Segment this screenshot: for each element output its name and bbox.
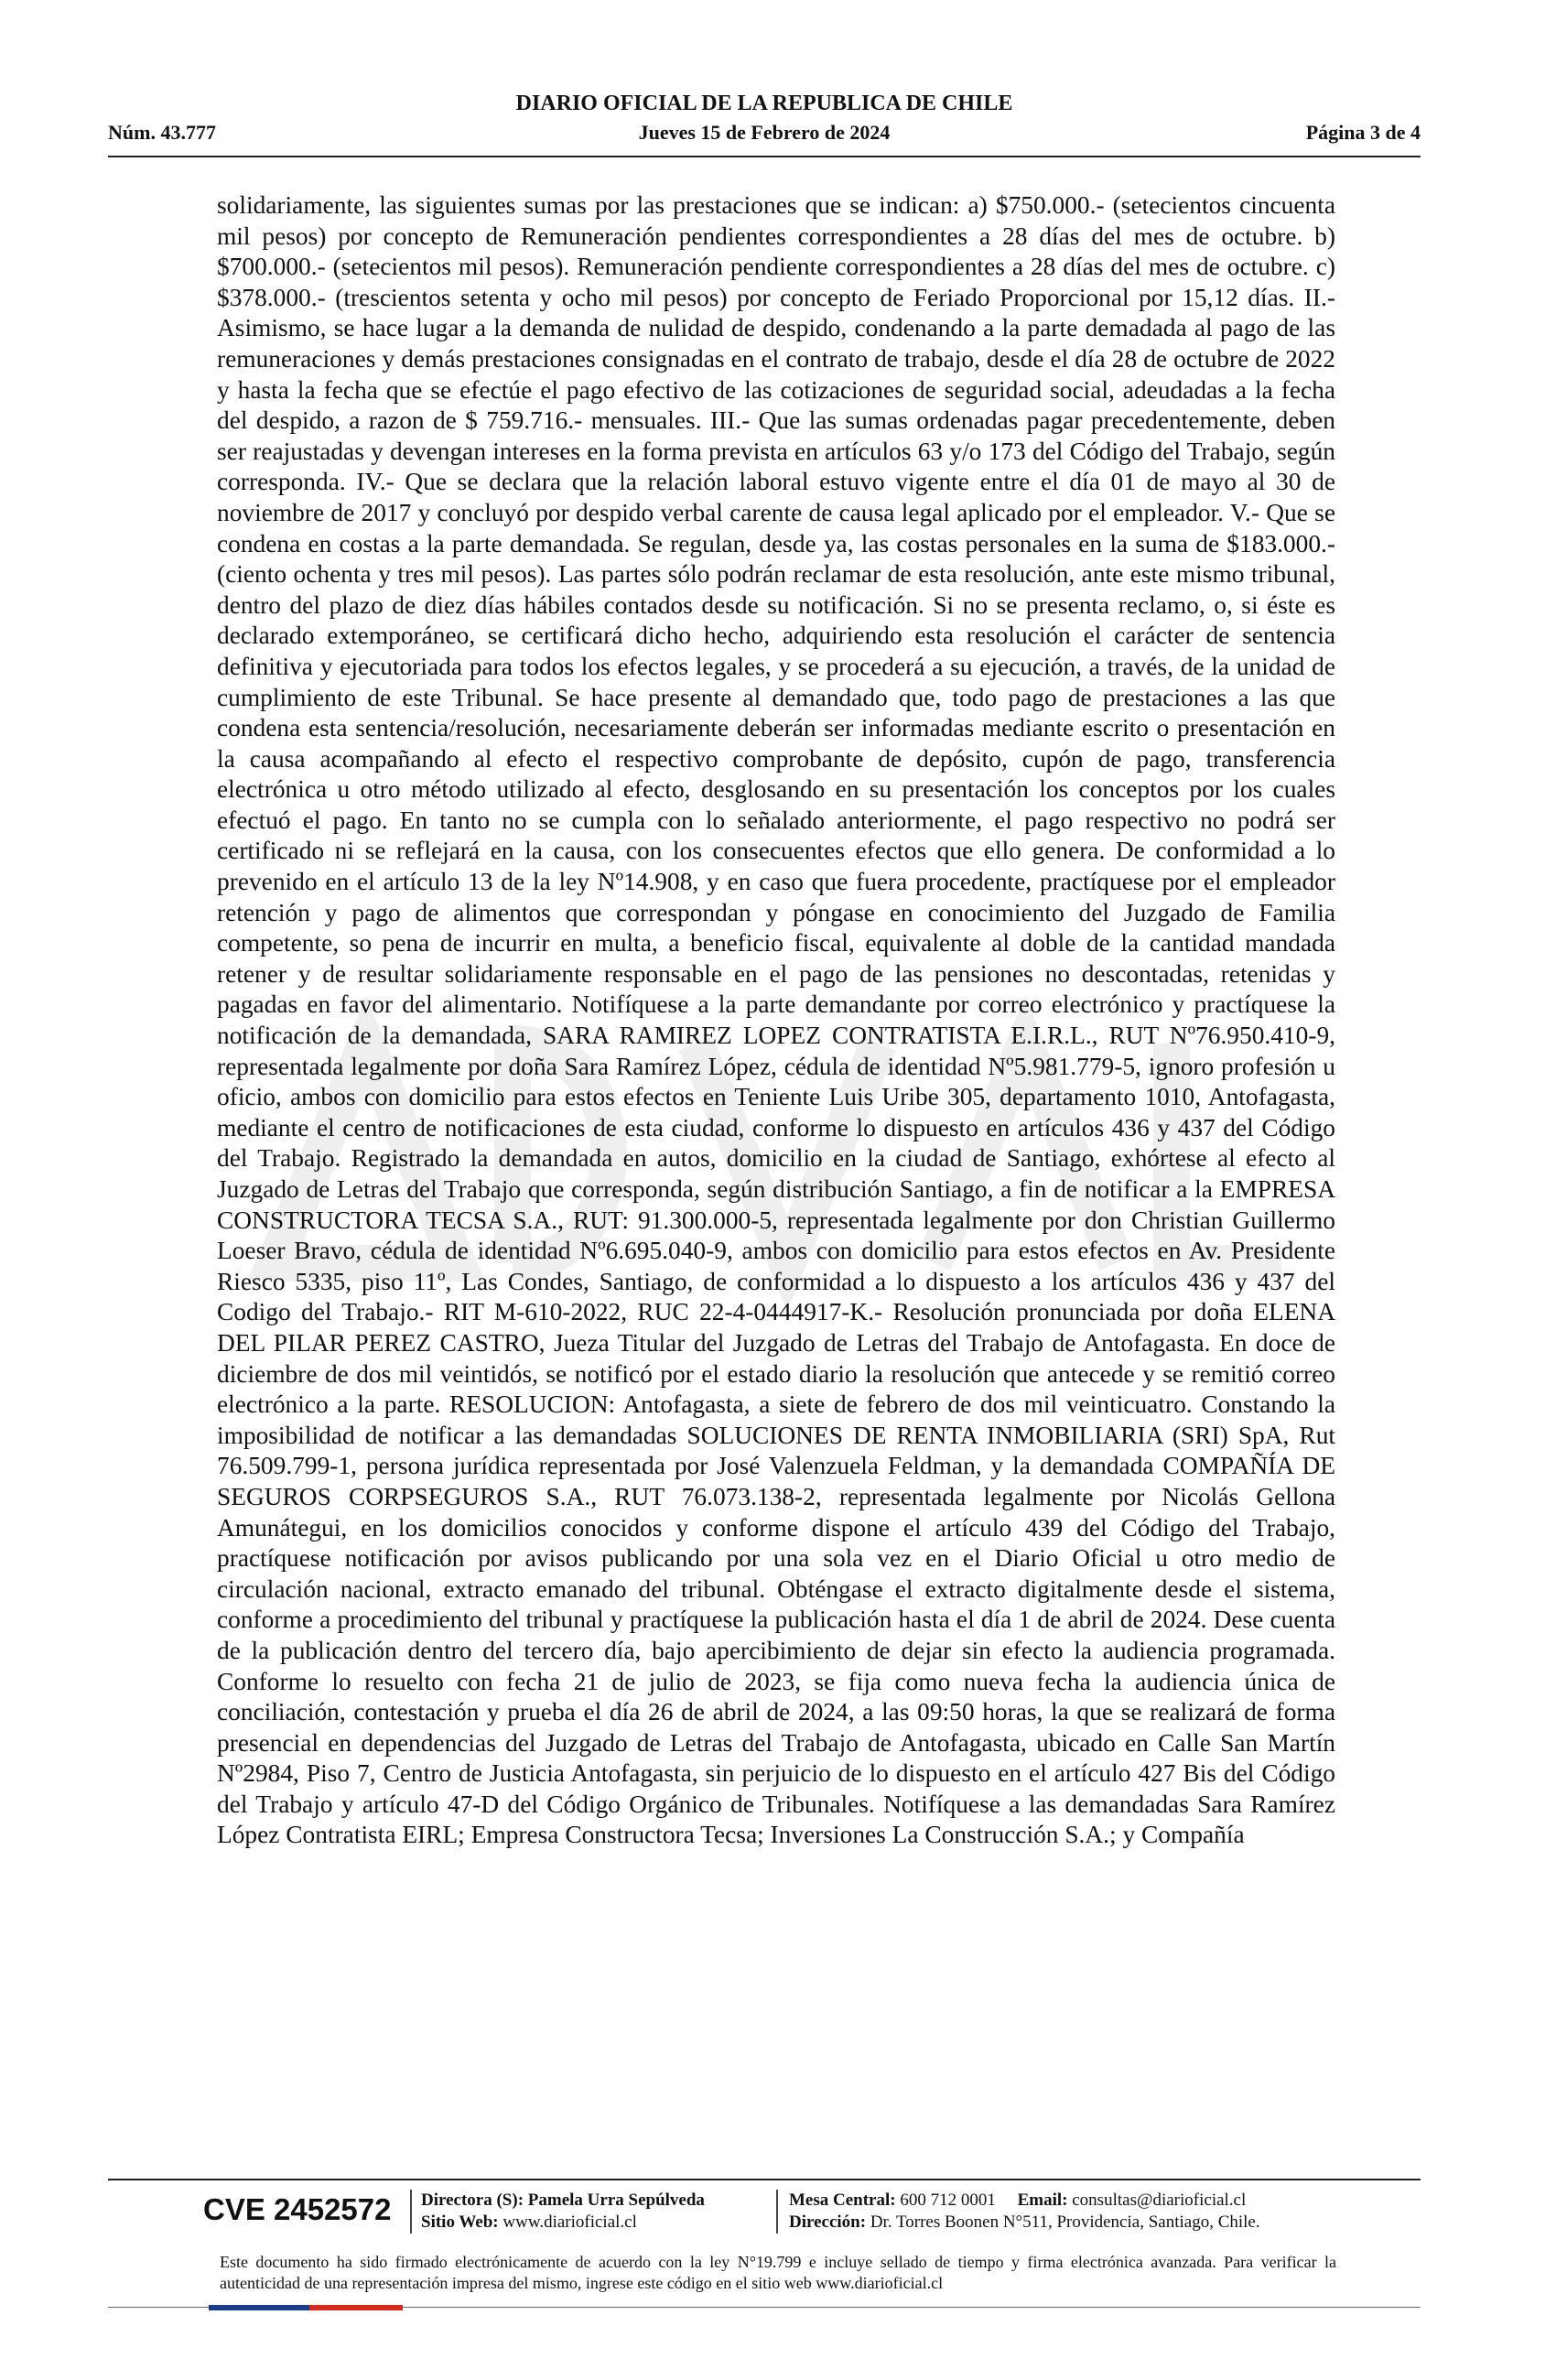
mesa-label: Mesa Central: bbox=[789, 2191, 896, 2210]
director-label: Directora (S): bbox=[421, 2191, 524, 2210]
email-label: Email: bbox=[1017, 2191, 1068, 2210]
director-name: Pamela Urra Sepúlveda bbox=[527, 2191, 705, 2210]
flag-stripe-blue bbox=[209, 2305, 309, 2310]
issue-date: Jueves 15 de Febrero de 2024 bbox=[638, 121, 891, 144]
header-divider bbox=[108, 156, 1421, 157]
document-body: solidariamente, las siguientes sumas por las prestaciones que se indican: a) $750.000.- (setecientos cincuenta mil pesos) por concepto de Remuneración pendientes correspondientes a 28 días del mes de octubre. b) $700.000.- (setecientos mil pesos). Remuneración pendiente correspondientes a 28 días del mes de octubre. c) $378.000.- (trescientos setenta y ocho mil pesos) por concepto de Feriado Proporcional por 15,12 días. II.- Asimismo, se hace lugar a la demanda de nulidad de despido, condenando a la parte demadada al pago de las remuneraciones y demás prestaciones consignadas en el contrato de trabajo, desde el día 28 de octubre de 2022 y hasta la fecha que se efectúe el pago efectivo de las cotizaciones de seguridad social, adeudadas a la fecha del despido, a razon de $ 759.716.- mensuales. III.- Que las sumas ordenadas pagar precedentemente, deben ser reajustadas y devengan intereses en la forma prevista en artículos 63 y/o 173 del Código del Trabajo, según corresponda. IV.- Que se declara que la relación laboral estuvo vigente entre el día 01 de mayo al 30 de noviembre de 2017 y concluyó por despido verbal carente de causa legal aplicado por el empleador. V.- Que se condena en costas a la parte demandada. Se regulan, desde ya, las costas personales en la suma de $183.000.- (ciento ochenta y tres mil pesos). Las partes sólo podrán reclamar de esta resolución, ante este mismo tribunal, dentro del plazo de diez días hábiles contados desde su notificación. Si no se presenta reclamo, o, si éste es declarado extemporáneo, se certificará dicho hecho, adquiriendo esta resolución el carácter de sentencia definitiva y ejecutoriada para todos los efectos legales, y se procederá a su ejecución, a través, de la unidad de cumplimiento de este Tribunal. Se hace presente al demandado que, todo pago de prestaciones a las que condena esta sentencia/resolución, necesariamente deberán ser informadas mediante escrito o presentación en la causa acompañando al efecto el respectivo comprobante de depósito, cupón de pago, transferencia electrónica u otro método utilizado al efecto, desglosando en su presentación los conceptos por los cuales efectuó el pago. En tanto no se cumpla con lo señalado anteriormente, el pago respectivo no podrá ser certificado ni se reflejará en la causa, con los consecuentes efectos que ello genera. De conformidad a lo prevenido en el artículo 13 de la ley Nº14.908, y en caso que fuera procedente, practíquese por el empleador retención y pago de alimentos que correspondan y póngase en conocimiento del Juzgado de Familia competente, so pena de incurrir en multa, a beneficio fiscal, equivalente al doble de la cantidad mandada retener y de resultar solidariamente responsable en el pago de las pensiones no descontadas, retenidas y pagadas en favor del alimentario. Notifíquese a la parte demandante por correo electrónico y practíquese la notificación de la demandada, SARA RAMIREZ LOPEZ CONTRATISTA E.I.R.L., RUT Nº76.950.410-9, representada legalmente por doña Sara Ramírez López, cédula de identidad Nº5.981.779-5, ignoro profesión u oficio, ambos con domicilio para estos efectos en Teniente Luis Uribe 305, departamento 1010, Antofagasta, mediante el centro de notificaciones de esta ciudad, conforme lo dispuesto en artículos 436 y 437 del Código del Trabajo. Registrado la demandada en autos, domicilio en la ciudad de Santiago, exhórtese al efecto al Juzgado de Letras del Trabajo que corresponda, según distribución Santiago, a fin de notificar a la EMPRESA CONSTRUCTORA TECSA S.A., RUT: 91.300.000-5, representada legalmente por don Christian Guillermo Loeser Bravo, cédula de identidad Nº6.695.040-9, ambos con domicilio para estos efectos en Av. Presidente Riesco 5335, piso 11º, Las Condes, Santiago, de conformidad a lo dispuesto a los artículos 436 y 437 del Codigo del Trabajo.- RIT M-610-2022, RUC 22-4-0444917-K.- Resolución pronunciada por doña ELENA DEL PILAR PEREZ CASTRO, Jueza Titular del Juzgado de Letras del Trabajo de Antofagasta. En doce de diciembre de dos mil veintidós, se notificó por el estado diario la resolución que antecede y se remitió correo electrónico a la parte. RESOLUCION: Antofagasta, a siete de febrero de dos mil veinticuatro. Constando la imposibilidad de notificar a las demandadas SOLUCIONES DE RENTA INMOBILIARIA (SRI) SpA, Rut 76.509.799-1, persona jurídica representada por José Valenzuela Feldman, y la demandada COMPAÑÍA DE SEGUROS CORPSEGUROS S.A., RUT 76.073.138-2, representada legalmente por Nicolás Gellona Amunátegui, en los domicilios conocidos y conforme dispone el artículo 439 del Código del Trabajo, practíquese notificación por avisos publicando por una sola vez en el Diario Oficial u otro medio de circulación nacional, extracto emanado del tribunal. Obténgase el extracto digitalmente desde el sistema, conforme a procedimiento del tribunal y practíquese la publicación hasta el día 1 de abril de 2024. Dese cuenta de la publicación dentro del tercero día, bajo apercibimiento de dejar sin efecto la audiencia programada. Conforme lo resuelto con fecha 21 de julio de 2023, se fija como nueva fecha la audiencia única de conciliación, contestación y prueba el día 26 de abril de 2024, a las 09:50 horas, la que se realizará de forma presencial en dependencias del Juzgado de Letras del Trabajo de Antofagasta, ubicado en Calle San Martín Nº2984, Piso 7, Centro de Justicia Antofagasta, sin perjuicio de lo dispuesto en el artículo 427 Bis del Código del Trabajo y artículo 47-D del Código Orgánico de Tribunales. Notifíquese a las demandadas Sara Ramírez López Contratista EIRL; Empresa Constructora Tecsa; Inversiones La Construcción S.A.; y Compañía bbox=[217, 191, 1335, 1849]
footer-separator bbox=[776, 2190, 778, 2234]
issue-number: Núm. 43.777 bbox=[108, 121, 216, 144]
signature-notice: Este documento ha sido firmado electrónicamente de acuerdo con la ley N°19.799 e incluye sellado de tiempo y firma electrónica avanzada. Para verificar la autenticidad de una representación impresa del mismo, ingrese este código en el sitio web www.diarioficial.cl bbox=[220, 2253, 1336, 2292]
website-label: Sitio Web: bbox=[421, 2212, 499, 2232]
mesa-phone: 600 712 0001 bbox=[900, 2191, 996, 2210]
page-header bbox=[108, 92, 1421, 156]
email-link[interactable]: consultas@diarioficial.cl bbox=[1072, 2191, 1247, 2210]
publication-title: DIARIO OFICIAL DE LA REPUBLICA DE CHILE bbox=[515, 92, 1013, 115]
address-label: Dirección: bbox=[789, 2212, 867, 2232]
footer-separator bbox=[410, 2190, 412, 2234]
director-line bbox=[421, 2190, 705, 2212]
footer-divider bbox=[108, 2179, 1421, 2180]
address-value: Dr. Torres Boonen N°511, Providencia, Santiago, Chile. bbox=[870, 2212, 1260, 2232]
footer-director-block bbox=[421, 2190, 705, 2234]
contact-line bbox=[789, 2190, 1260, 2212]
cve-code: CVE 2452572 bbox=[203, 2192, 392, 2226]
website-link[interactable]: www.diarioficial.cl bbox=[502, 2212, 637, 2232]
website-line bbox=[421, 2212, 705, 2234]
address-line bbox=[789, 2212, 1260, 2234]
page-number: Página 3 de 4 bbox=[1305, 121, 1421, 144]
footer-contact-block bbox=[789, 2190, 1260, 2234]
flag-stripe-red bbox=[309, 2305, 403, 2310]
